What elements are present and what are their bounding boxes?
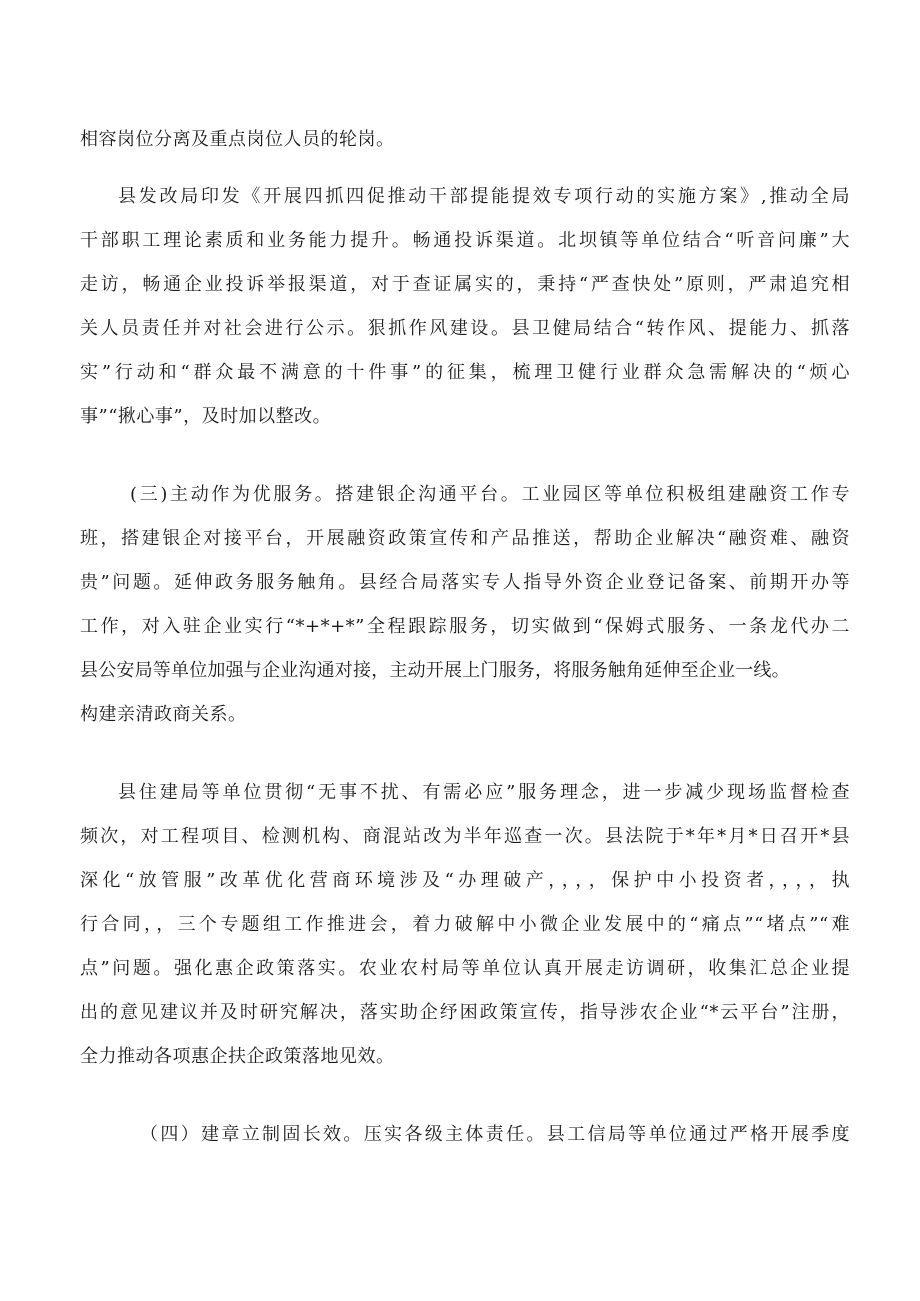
text-line: 实”行动和“群众最不满意的十件事”的征集，梳理卫健行业群众急需解决的“烦心 <box>80 362 850 383</box>
text-line: 出的意见建议并及时研究解决，落实助企纾困政策宣传，指导涉农企业“*云平台”注册， <box>80 1002 850 1023</box>
text-line: 深化“放管服”改革优化营商环境涉及“办理破产，，，，保护中小投资者，，，，执 <box>80 870 850 891</box>
section-heading-line: （四）建章立制固长效。压实各级主体责任。县工信局等单位通过严格开展季度 <box>140 1124 850 1145</box>
text-line: 点”问题。强化惠企政策落实。农业农村局等单位认真开展走访调研，收集汇总企业提 <box>80 958 850 979</box>
text-line: 县发改局印发《开展四抓四促推动干部提能提效专项行动的实施方案》,推动全局 <box>118 186 850 207</box>
text-line: 县公安局等单位加强与企业沟通对接，主动开展上门服务，将服务触角延伸至企业一线。 <box>80 660 790 681</box>
text-line: 频次，对工程项目、检测机构、商混站改为半年巡查一次。县法院于*年*月*日召开*县 <box>80 826 850 847</box>
text-line: 关人员责任并对社会进行公示。狠抓作风建设。县卫健局结合“转作风、提能力、抓落 <box>80 318 850 339</box>
text-line: 构建亲清政商关系。 <box>80 704 247 725</box>
text-line: 事”“揪心事”，及时加以整改。 <box>80 406 332 427</box>
text-line: 班，搭建银企对接平台，开展融资政策宣传和产品推送，帮助企业解决“融资难、融资 <box>80 528 850 549</box>
text-line: 贵”问题。延伸政务服务触角。县经合局落实专人指导外资企业登记备案、前期开办等 <box>80 572 850 593</box>
section-heading-line: (三)主动作为优服务。搭建银企沟通平台。工业园区等单位积极组建融资工作专 <box>130 484 850 505</box>
text-line: 相容岗位分离及重点岗位人员的轮岗。 <box>80 129 395 150</box>
text-line: 工作，对入驻企业实行“*+*+*”全程跟踪服务，切实做到“保姆式服务、一条龙代办二 <box>80 616 850 637</box>
text-line: 干部职工理论素质和业务能力提升。畅通投诉渠道。北坝镇等单位结合“听音问廉”大 <box>80 230 850 251</box>
text-line: 走访，畅通企业投诉举报渠道，对于查证属实的，秉持“严查快处”原则，严肃追究相 <box>80 274 850 295</box>
text-line: 行合同，，三个专题组工作推进会，着力破解中小微企业发展中的“痛点”“堵点”“难 <box>80 914 850 935</box>
text-line: 县住建局等单位贯彻“无事不扰、有需必应”服务理念，进一步减少现场监督检查 <box>118 782 850 803</box>
text-line: 全力推动各项惠企扶企政策落地见效。 <box>80 1046 395 1067</box>
